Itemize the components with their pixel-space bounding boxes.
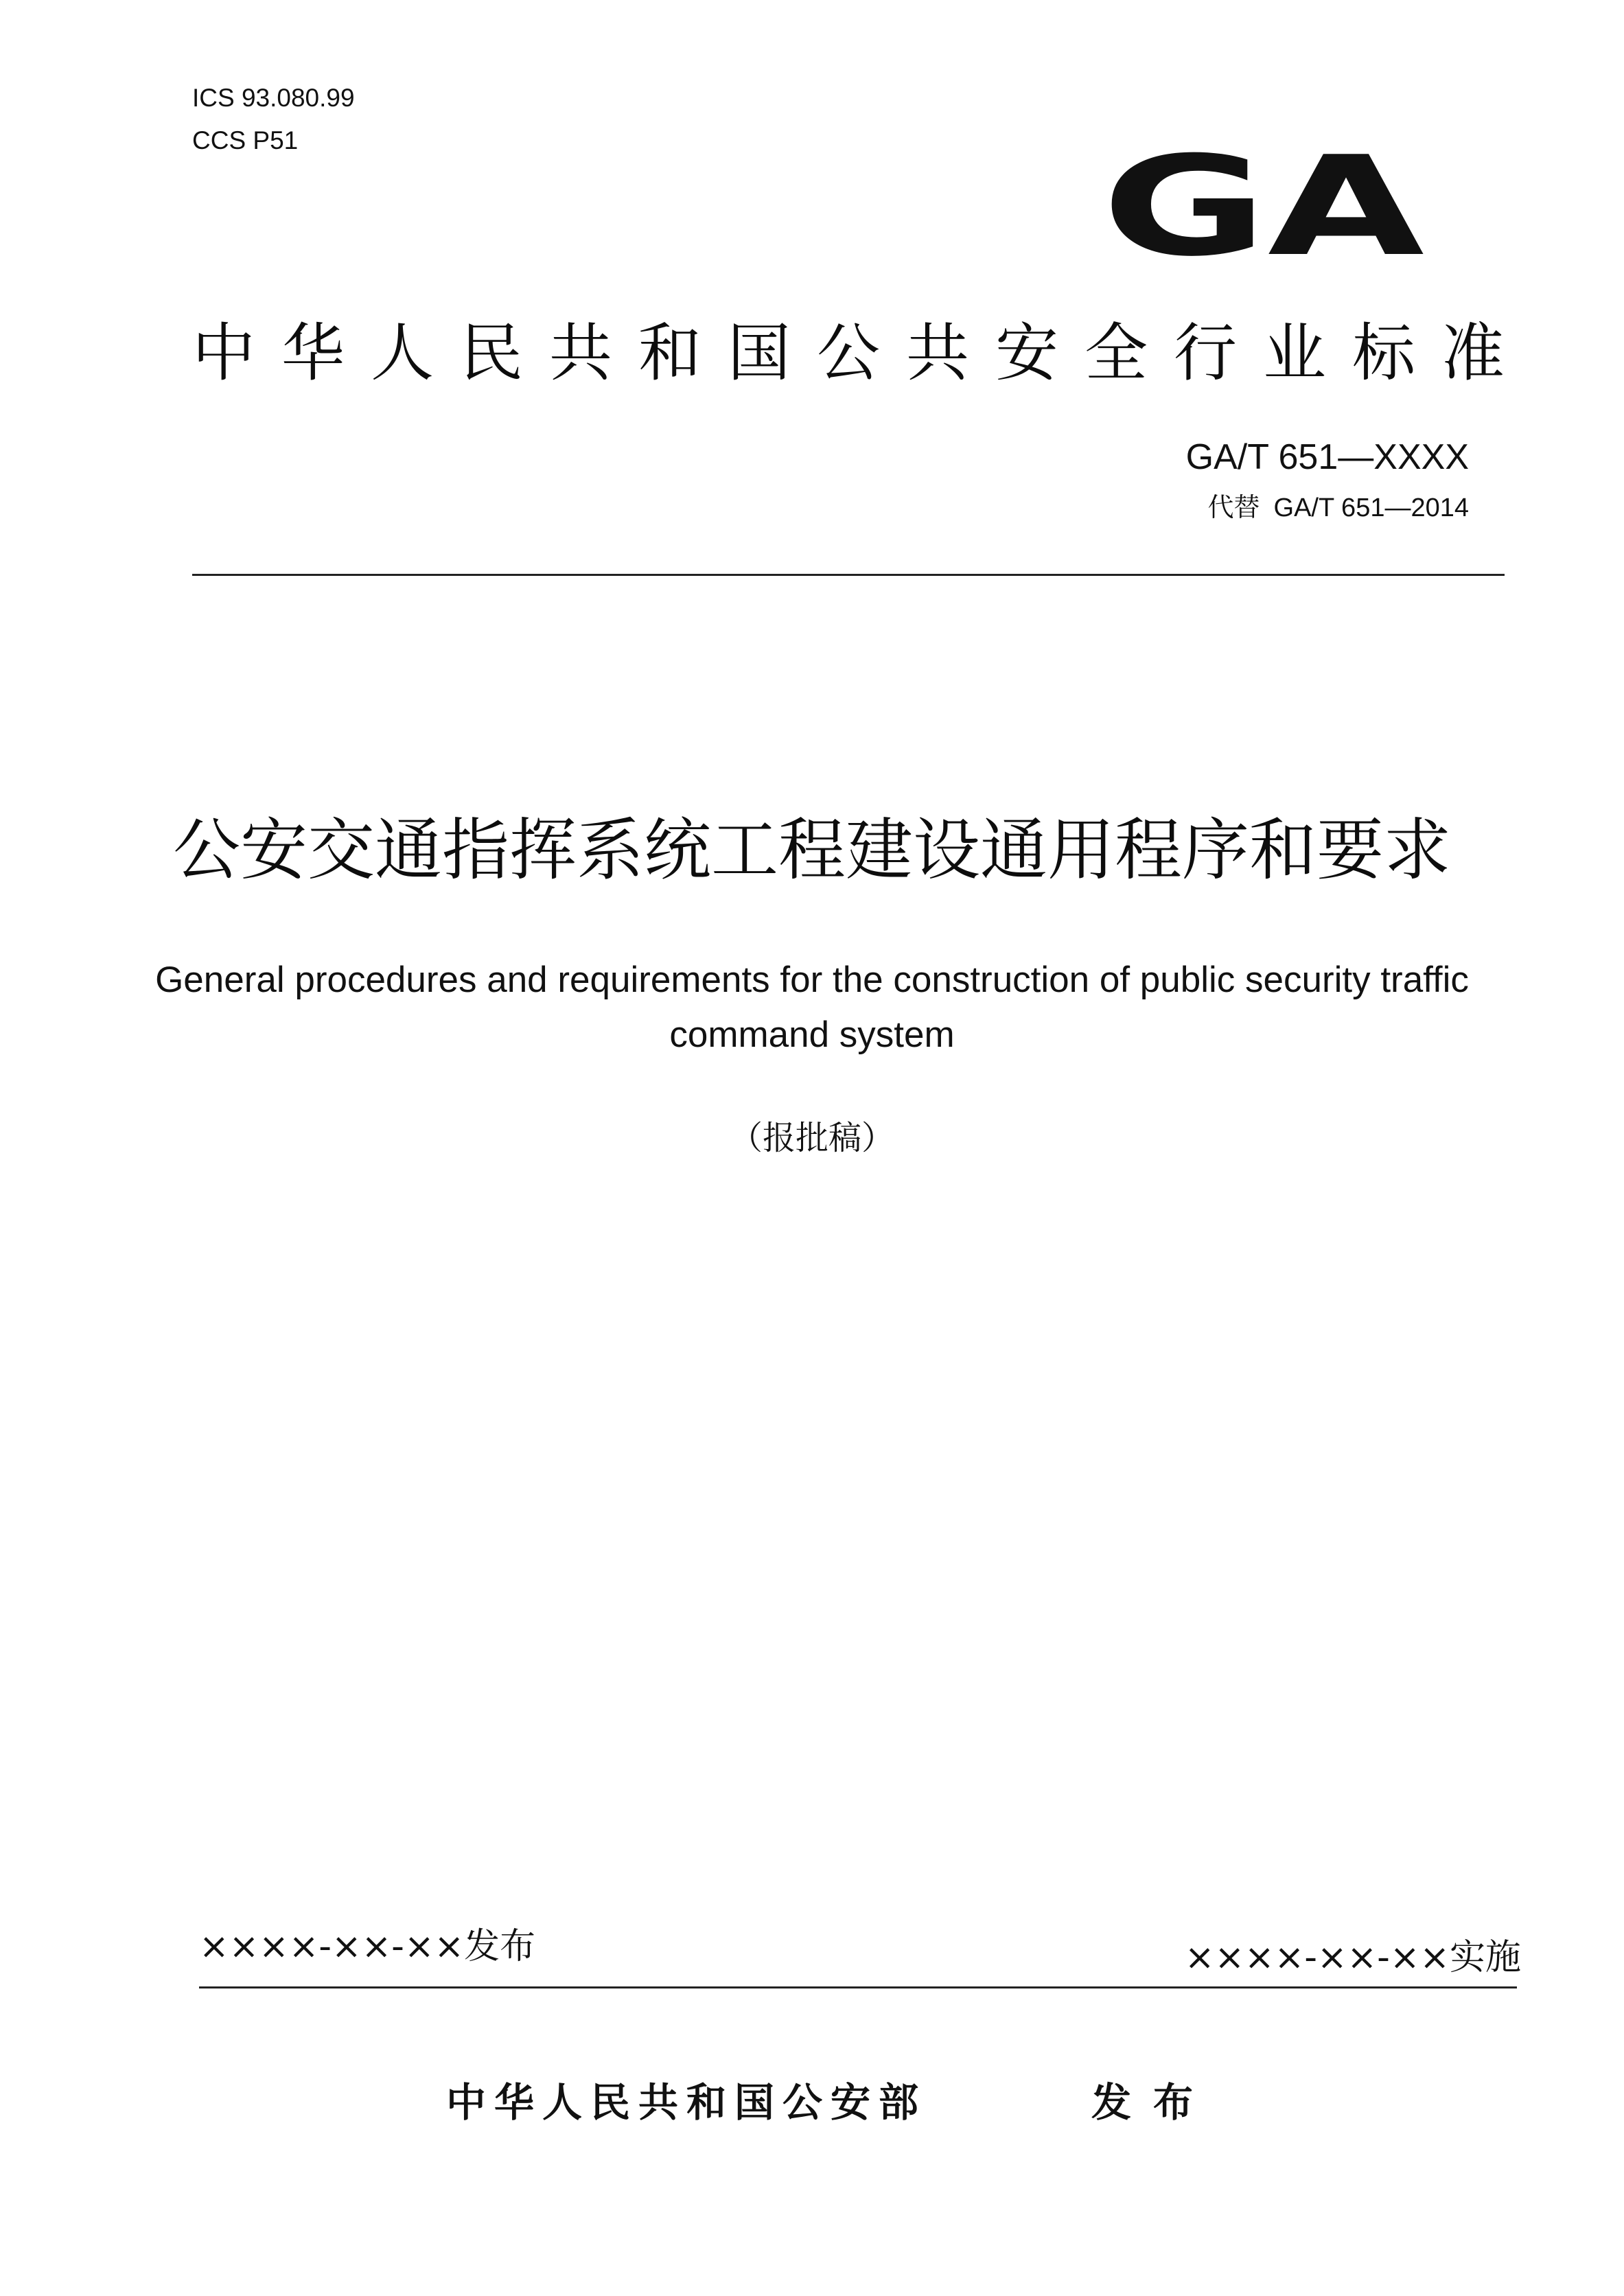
implementation-date: ××××-××-××实施: [1184, 1937, 1521, 1978]
draft-status: （报批稿）: [729, 1119, 894, 1157]
document-title-en: General procedures and requirements for the construction of public security traffic command system: [155, 960, 1469, 1055]
ga-logo: [1098, 150, 1428, 266]
ccs-code: CCS P51: [192, 126, 299, 154]
ga-logo-text: GA: [1102, 150, 1424, 266]
header-divider: [192, 574, 1505, 576]
publisher-name: 中华人民共和国公安部: [446, 2079, 927, 2126]
release-date: ××××-××-××发布: [199, 1926, 536, 1967]
replaces-label: 代替: [1207, 492, 1260, 522]
footer-divider: [199, 1986, 1517, 1988]
industry-standard-title: 中华人民共和国公共安全行业标准: [192, 316, 1531, 390]
replaces-line: [1208, 494, 1470, 521]
document-title-zh: 公安交通指挥系统工程建设通用程序和要求: [172, 811, 1451, 890]
standard-number: GA/T 651—XXXX: [1185, 437, 1469, 477]
replaces-number: GA/T 651—2014: [1273, 494, 1469, 522]
ics-code: ICS 93.080.99: [192, 84, 355, 112]
publish-label: 发布: [1091, 2079, 1216, 2126]
